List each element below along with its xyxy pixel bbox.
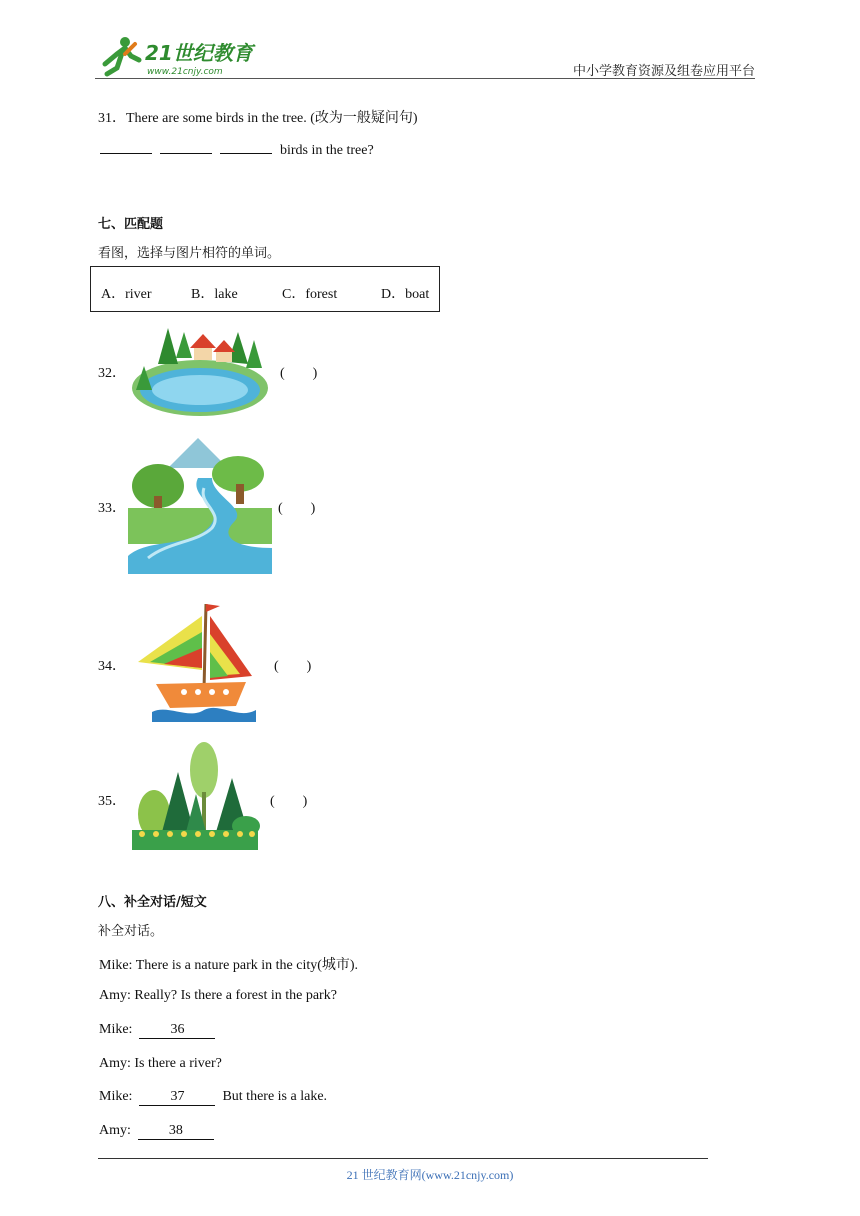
option-d: D．boat — [381, 287, 430, 302]
site-logo — [95, 34, 275, 78]
speaker: Mike: — [99, 1022, 133, 1037]
section-instruction: 看图，选择与图片相符的单词。 — [98, 246, 281, 261]
answer-paren-35[interactable]: ( ) — [270, 794, 308, 809]
question-34-number: 34． — [98, 659, 126, 674]
dialogue-line — [99, 954, 358, 974]
runner-icon — [105, 37, 139, 74]
svg-text:21世纪教育: 21世纪教育 — [145, 41, 253, 65]
dialogue-line — [99, 1022, 215, 1039]
answer-paren-33[interactable]: ( ) — [278, 501, 316, 516]
option-b: B．lake — [191, 287, 238, 302]
question-number: 31． — [98, 111, 126, 126]
answer-paren-32[interactable]: ( ) — [280, 366, 318, 381]
dialogue-line — [99, 988, 337, 1004]
section-title: 八、补全对话/短文 — [98, 895, 207, 910]
answer-blank[interactable] — [100, 141, 152, 154]
question-31-answer — [100, 141, 374, 159]
svg-text:www.21cnjy.com: www.21cnjy.com — [147, 67, 223, 77]
dialogue-line — [99, 1123, 214, 1140]
line-text: There is a nature park in the city(城市). — [135, 958, 359, 973]
lake-picture — [128, 318, 272, 425]
header-platform-name: 中小学教育资源及组卷应用平台 — [572, 64, 755, 79]
boat-picture — [128, 598, 260, 731]
option-c: C．forest — [282, 287, 338, 302]
question-32-number: 32． — [98, 366, 126, 381]
speaker: Mike: — [99, 958, 133, 973]
answer-suffix: birds in the tree? — [280, 143, 374, 158]
speaker: Amy: — [99, 1123, 131, 1138]
option-a: A．river — [101, 287, 152, 302]
answer-blank-36[interactable]: 36 — [139, 1022, 215, 1039]
river-picture — [128, 438, 272, 579]
answer-blank-38[interactable]: 38 — [138, 1123, 214, 1140]
dialogue-line — [99, 1089, 327, 1106]
line-text: Really? Is there a forest in the park? — [134, 988, 337, 1003]
line-text: Is there a river? — [134, 1056, 222, 1071]
question-text: There are some birds in the tree. (改为一般疑问句) — [126, 111, 418, 126]
question-33-number: 33． — [98, 501, 126, 516]
dialogue-line — [99, 1056, 222, 1072]
speaker: Amy: — [99, 988, 131, 1003]
section-title: 七、匹配题 — [98, 217, 164, 232]
answer-blank[interactable] — [220, 141, 272, 154]
footer-text: 21 世纪教育网(www.21cnjy.com) — [346, 1168, 514, 1182]
answer-blank-37[interactable]: 37 — [139, 1089, 215, 1106]
section-instruction: 补全对话。 — [98, 924, 164, 939]
line-text: But there is a lake. — [222, 1089, 328, 1104]
forest-picture — [128, 742, 262, 857]
footer-divider — [98, 1158, 708, 1159]
answer-paren-34[interactable]: ( ) — [274, 659, 312, 674]
answer-blank[interactable] — [160, 141, 212, 154]
options-box — [90, 266, 440, 312]
speaker: Mike: — [99, 1089, 133, 1104]
question-31 — [98, 107, 418, 127]
header-divider — [95, 78, 755, 79]
question-35-number: 35． — [98, 794, 126, 809]
speaker: Amy: — [99, 1056, 131, 1071]
